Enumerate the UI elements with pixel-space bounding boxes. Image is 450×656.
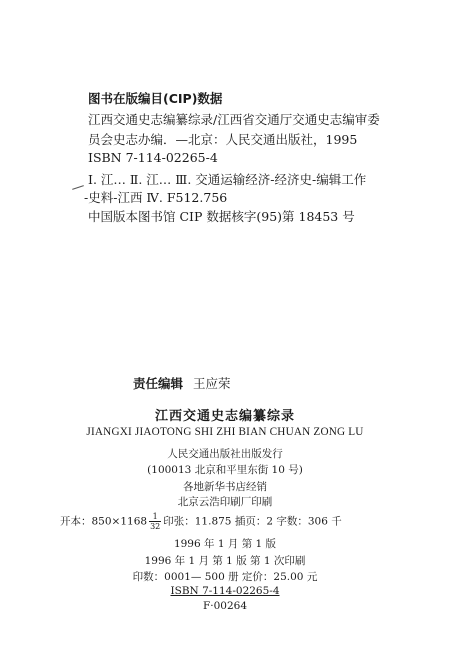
cip-line-6: 中国版本图书馆 CIP 数据核字(95)第 18453 号: [88, 209, 355, 224]
cip-line-4: Ⅰ. 江… Ⅱ. 江… Ⅲ. 交通运输经济-经济史-编辑工作: [88, 172, 367, 187]
distributor-line: 各地新华书店经销: [183, 481, 267, 493]
editor-line: [133, 374, 231, 392]
format-line: [60, 512, 342, 531]
book-title-pinyin: JIANGXI JIAOTONG SHI ZHI BIAN CHUAN ZONG LU: [86, 426, 364, 438]
printer-line: 北京云浩印刷厂印刷: [177, 496, 273, 508]
cip-line-5: -史料-江西 Ⅳ. F512.756: [84, 190, 228, 205]
printing-line: 1996 年 1 月 第 1 版 第 1 次印刷: [144, 555, 306, 567]
cip-title: 图书在版编目(CIP)数据: [88, 91, 223, 106]
isbn-line: ISBN 7-114-02265-4: [170, 585, 280, 597]
format-prefix: 开本：850×1168: [60, 515, 148, 528]
cip-line-1: 江西交通史志编纂综录/江西省交通厅交通史志编审委: [88, 112, 380, 127]
publisher-line: 人民交通出版社出版发行: [167, 448, 283, 460]
print-run-line: 印数：0001— 500 册 定价：25.00 元: [132, 571, 318, 583]
edition-line: 1996 年 1 月 第 1 版: [173, 538, 277, 550]
format-rest: 印张：11.875 插页：2 字数：306 千: [163, 515, 342, 528]
editor-name: 王应荣: [193, 376, 231, 391]
format-fraction-num: 1: [149, 512, 161, 522]
cip-line-2: 员会史志办编．—北京：人民交通出版社，1995: [88, 132, 358, 147]
book-title: 江西交通史志编纂综录: [154, 409, 295, 424]
publisher-address: (100013 北京和平里东街 10 号): [147, 464, 303, 476]
cip-line-3: ISBN 7-114-02265-4: [88, 150, 218, 165]
format-fraction: [149, 512, 161, 531]
pen-mark: [72, 185, 84, 190]
catalog-number: F·00264: [202, 600, 248, 612]
editor-label: 责任编辑: [133, 376, 184, 391]
format-fraction-den: 32: [150, 522, 161, 531]
